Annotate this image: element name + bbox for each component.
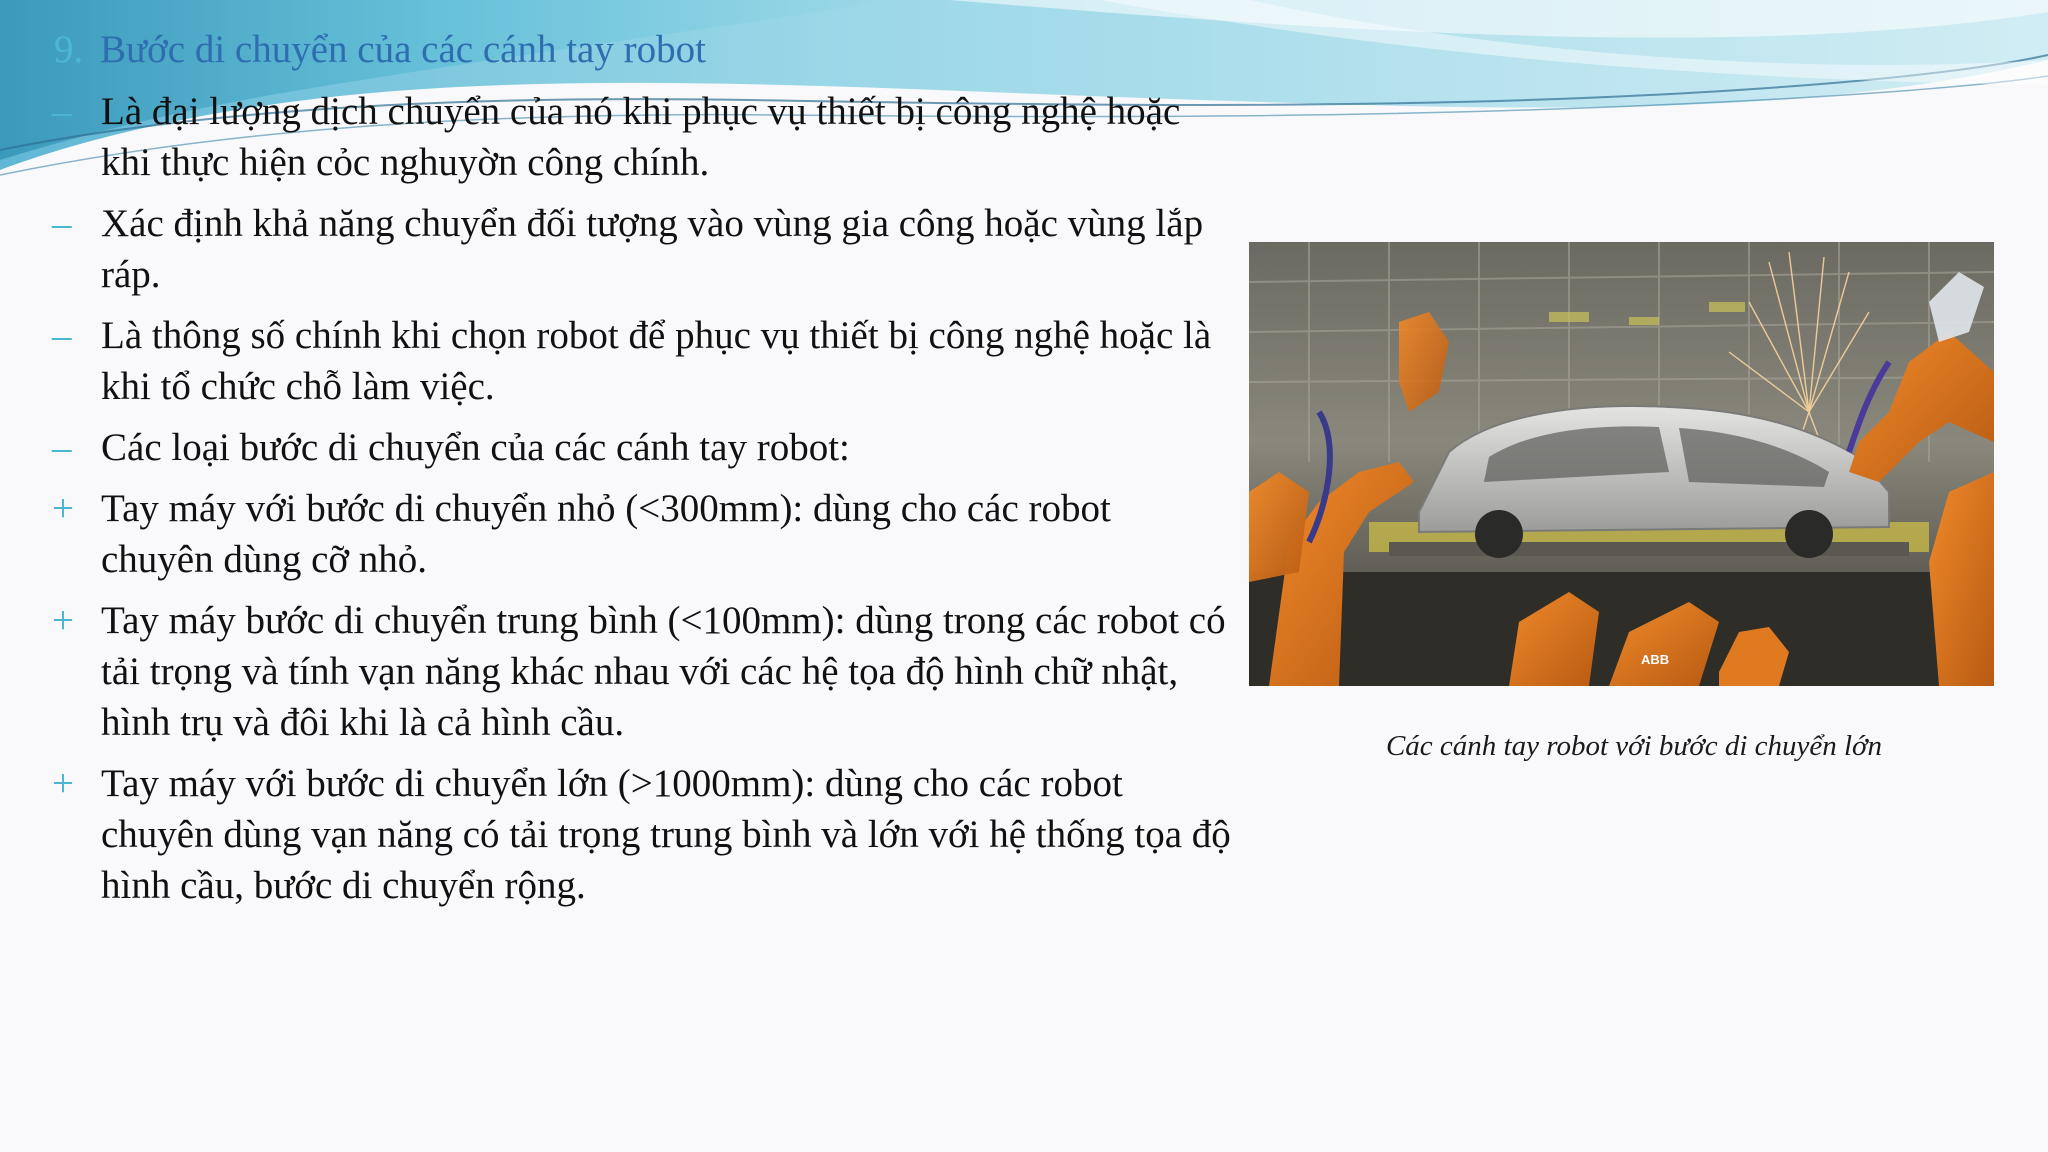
list-item <box>52 198 1232 300</box>
plus-bullet-icon: + <box>52 762 74 805</box>
list-item <box>52 422 1232 473</box>
list-item-text: Các loại bước di chuyển của các cánh tay robot: <box>101 426 850 469</box>
list-item-text: Là thông số chính khi chọn robot để phục vụ thiết bị công nghệ hoặc là khi tổ chức chỗ làm việc. <box>101 314 1212 408</box>
list-item <box>52 595 1232 748</box>
heading-text: Bước di chuyển của các cánh tay robot <box>100 28 706 71</box>
abb-logo-text: ABB <box>1641 652 1670 667</box>
list-item <box>52 483 1232 585</box>
dash-bullet-icon: – <box>52 202 72 245</box>
list-item <box>52 758 1232 911</box>
robot-factory-photo <box>1249 242 1994 686</box>
robot-arms-illustration <box>1249 242 1994 686</box>
list-item-text: Tay máy với bước di chuyển lớn (>1000mm): dùng cho các robot chuyên dùng vạn năng có tải trọng trung bình và lớn với hệ thống tọa độ hình cầu, bước di chuyển rộng. <box>101 762 1231 907</box>
slide-heading <box>54 24 706 76</box>
list-item <box>52 86 1232 188</box>
plus-bullet-icon: + <box>52 599 74 642</box>
list-item-text: Tay máy bước di chuyển trung bình (<100mm): dùng trong các robot có tải trọng và tính vạn năng khác nhau với các hệ tọa độ hình chữ nhật, hình trụ và đôi khi là cả hình cầu. <box>101 599 1226 744</box>
list-item <box>52 310 1232 412</box>
heading-number: 9. <box>54 28 84 71</box>
plus-bullet-icon: + <box>52 487 74 530</box>
dash-bullet-icon: – <box>52 314 72 357</box>
list-item-text: Là đại lượng dịch chuyển của nó khi phục vụ thiết bị công nghệ hoặc khi thực hiện cỏc nghuyờn công chính. <box>101 90 1181 184</box>
dash-bullet-icon: – <box>52 90 72 133</box>
bullet-list <box>52 86 1232 921</box>
photo-caption: Các cánh tay robot với bước di chuyển lớn <box>1385 730 1883 762</box>
list-item-text: Xác định khả năng chuyển đối tượng vào vùng gia công hoặc vùng lắp ráp. <box>101 202 1204 296</box>
list-item-text: Tay máy với bước di chuyển nhỏ (<300mm): dùng cho các robot chuyên dùng cỡ nhỏ. <box>101 487 1111 581</box>
dash-bullet-icon: – <box>52 426 72 469</box>
